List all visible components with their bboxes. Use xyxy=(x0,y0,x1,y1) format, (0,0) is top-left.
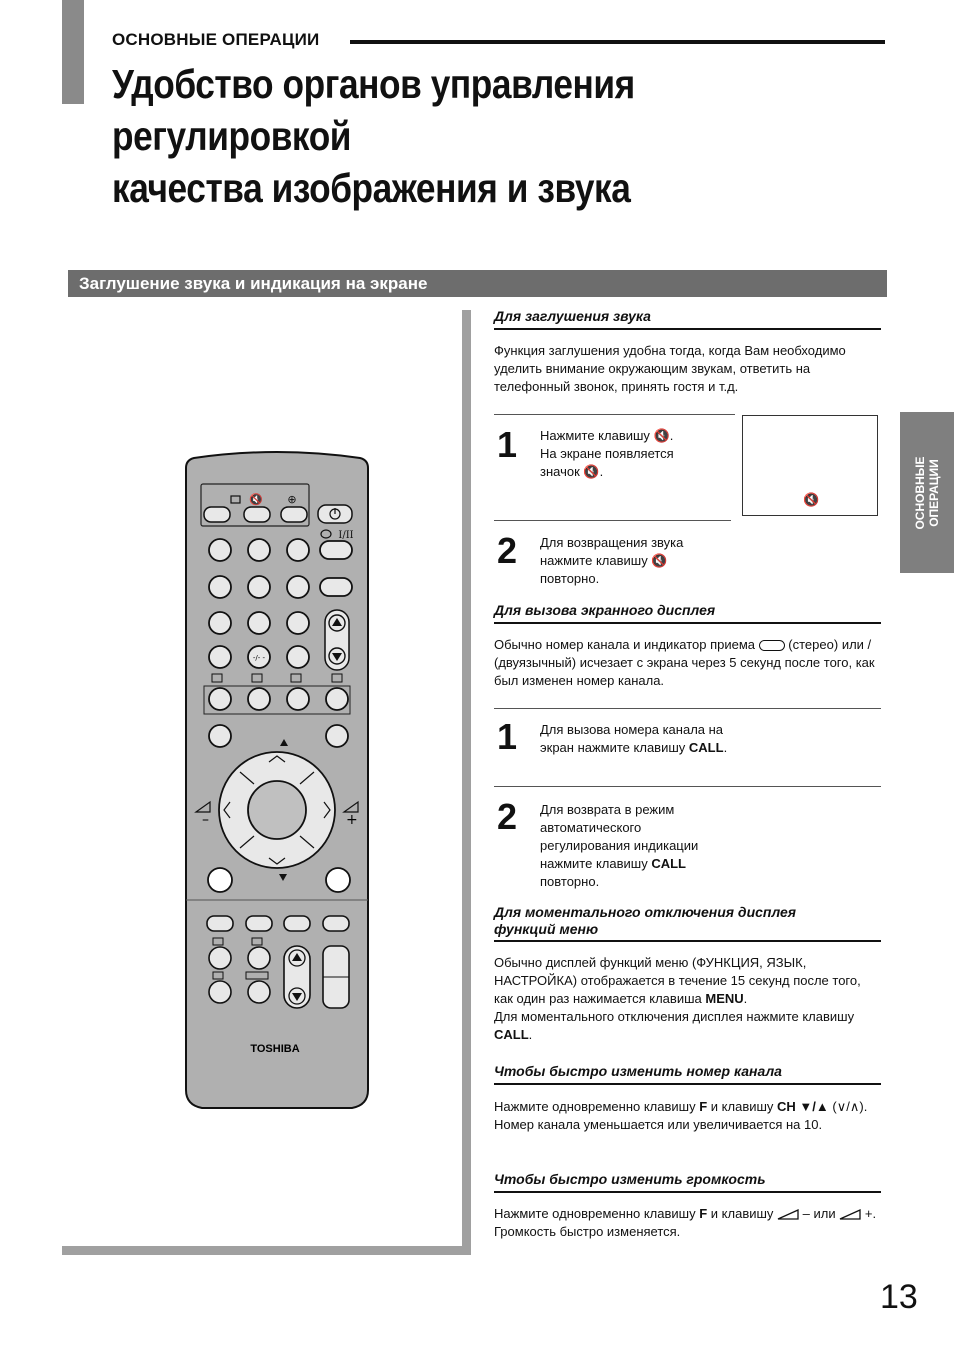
mute-step2-text: Для возвращения звука нажмите клавишу 🔇 повторно. xyxy=(540,535,684,586)
display-intro: Обычно номер канала и индикатор приема (стерео) или / (двуязычный) исчезает с экрана через 5 секунд после того, как был изменен номер канала. xyxy=(494,637,875,688)
mute-icon: 🔇 xyxy=(803,492,820,507)
mute-step1-number: 1 xyxy=(497,424,518,465)
volume-text: Нажмите одновременно клавишу F и клавишу – или +. Громкость быстро изменяется. xyxy=(494,1206,877,1239)
mute-step1-text: Нажмите клавишу 🔇. На экране появляется значок 🔇. xyxy=(540,428,674,479)
volume-icon xyxy=(777,1209,799,1220)
frame-horizontal xyxy=(62,1246,471,1255)
display-heading-rule xyxy=(494,622,881,624)
volume-icon xyxy=(839,1209,861,1220)
display-step1-text: Для вызова номера канала на экран нажмите клавишу CALL. xyxy=(540,722,728,755)
mute-icon: 🔇 xyxy=(583,464,600,479)
display-step2-text: Для возврата в режим автоматического регулирования индикации нажмите клавишу CALL повторно. xyxy=(540,802,699,889)
svg-text:🔇: 🔇 xyxy=(249,493,263,506)
channel-heading-rule xyxy=(494,1083,881,1085)
display-step2-number: 2 xyxy=(497,796,518,837)
mute-heading: Для заглушения звука xyxy=(494,308,651,324)
step-divider xyxy=(494,708,881,709)
svg-text:–: – xyxy=(202,812,209,828)
tv-screen-illustration xyxy=(742,415,878,516)
step-divider xyxy=(494,786,881,787)
stereo-icon xyxy=(759,640,785,651)
sidebar-bar xyxy=(62,0,84,104)
title-line-2: качества изображения и звука xyxy=(112,165,631,211)
channel-text: Нажмите одновременно клавишу F и клавишу CH ▼/▲ (∨/∧). Номер канала уменьшается или увеличивается на 10. xyxy=(494,1099,868,1132)
remote-control-illustration xyxy=(180,450,375,1120)
channel-heading: Чтобы быстро изменить номер канала xyxy=(494,1063,782,1079)
menu-off-text: Обычно дисплей функций меню (ФУНКЦИЯ, ЯЗЫК, НАСТРОЙКА) отображается в течение 15 секунд после того, как один раз нажимается клавиша MENU. Для моментального отключения дисплея нажмите клавишу CALL. xyxy=(494,955,861,1042)
navigation-pad xyxy=(219,752,335,868)
volume-heading-rule xyxy=(494,1191,881,1193)
mute-intro: Функция заглушения удобна тогда, когда Вам необходимо уделить внимание окружающим звукам, ответить на телефонный звонок, принять гостя и т.д. xyxy=(494,343,846,394)
section-label: ОСНОВНЫЕ ОПЕРАЦИИ xyxy=(112,30,320,49)
brand-logo: TOSHIBA xyxy=(250,1043,300,1055)
frame-vertical xyxy=(462,310,471,1255)
svg-text:-/- -: -/- - xyxy=(252,654,266,662)
mute-step2-number: 2 xyxy=(497,530,518,571)
side-tab-label: ОСНОВНЫЕ ОПЕРАЦИИ xyxy=(913,455,941,530)
step-divider xyxy=(494,414,735,415)
mute-icon: 🔇 xyxy=(653,428,670,443)
display-heading: Для вызова экранного дисплея xyxy=(494,602,716,618)
title-line-1: Удобство органов управления регулировкой xyxy=(112,61,635,159)
page-number: 13 xyxy=(880,1278,918,1316)
section-rule xyxy=(350,40,885,44)
svg-text:I/II: I/II xyxy=(338,530,354,541)
menu-off-heading-rule xyxy=(494,940,881,942)
display-step1-number: 1 xyxy=(497,716,518,757)
section-band: Заглушение звука и индикация на экране xyxy=(68,270,887,297)
step-divider xyxy=(494,520,731,521)
side-tab xyxy=(900,412,954,573)
mute-icon: 🔇 xyxy=(651,553,668,568)
svg-text:+: + xyxy=(346,812,358,828)
volume-heading: Чтобы быстро изменить громкость xyxy=(494,1171,766,1187)
mute-heading-rule xyxy=(494,328,881,330)
page-title xyxy=(112,58,791,214)
svg-text:⊕: ⊕ xyxy=(287,493,297,506)
menu-off-heading: Для моментального отключения дисплея функций меню xyxy=(494,904,797,937)
